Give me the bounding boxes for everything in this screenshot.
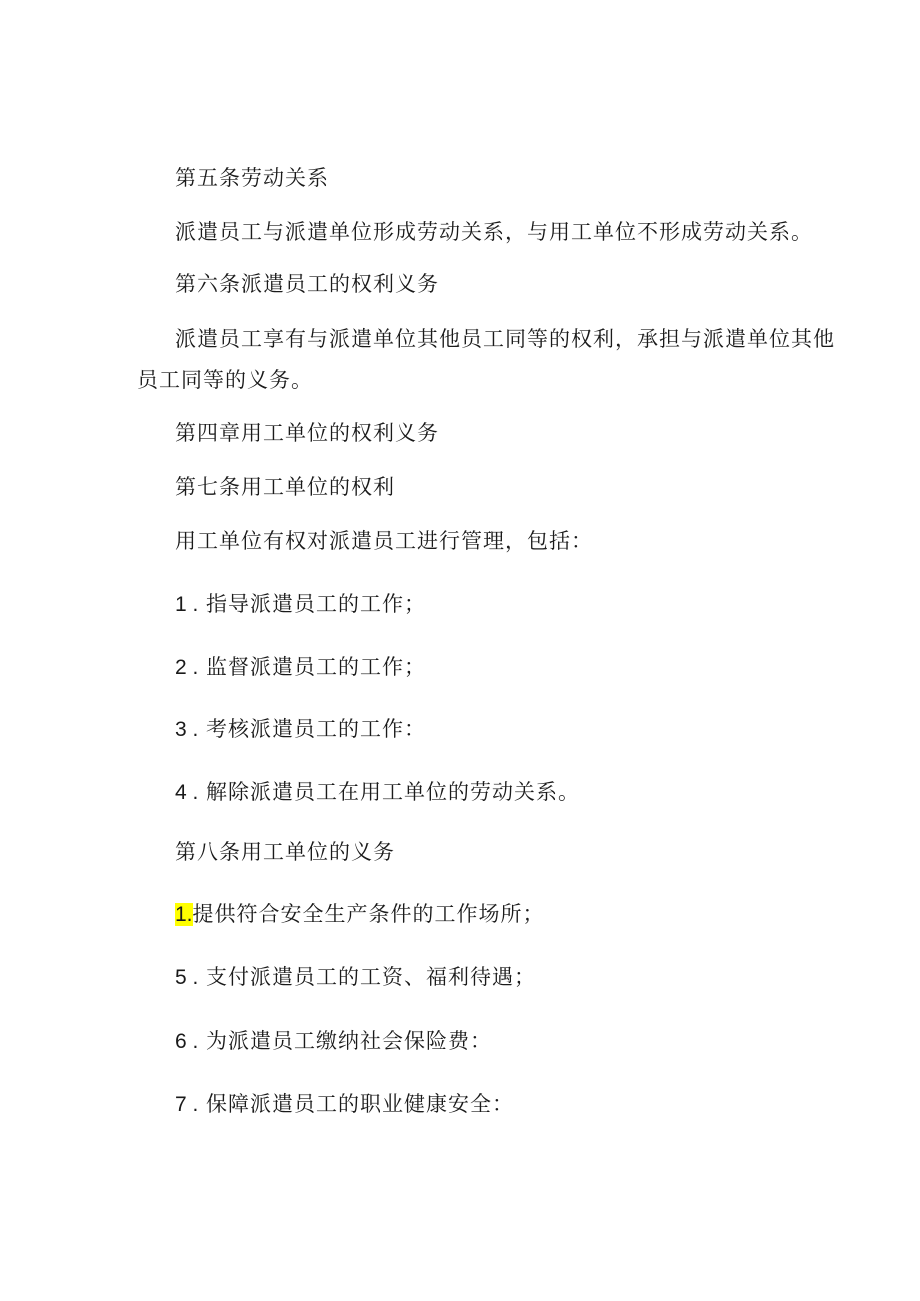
list-item-text: 支付派遣员工的工资、福利待遇； [206,965,537,989]
list-item-number: 2 . [175,656,199,679]
list-item-number: 5 . [175,966,199,989]
list-item [175,652,426,683]
article-7-intro: 用工单位有权对派遣员工进行管理，包括： [175,529,593,553]
article-5-heading: 第五条劳动关系 [175,166,329,190]
list-item-text: 为派遣员工缴纳社会保险费： [206,1029,493,1053]
article-8-heading: 第八条用工单位的义务 [175,840,395,864]
list-item [175,1089,514,1120]
list-item-text: 指导派遣员工的工作； [206,592,427,616]
list-item [175,777,580,808]
article-6-body-line-1: 派遣员工享有与派遣单位其他员工同等的权利，承担与派遣单位其他 [175,327,835,351]
article-6-body-line-2: 员工同等的义务。 [137,368,313,392]
list-item-text: 监督派遣员工的工作； [206,655,427,679]
list-item-number: 7 . [175,1093,199,1116]
list-item [175,1026,492,1057]
list-item-number: 3 . [175,718,199,741]
list-item [175,962,536,993]
highlighted-number: 1. [175,903,193,926]
list-item [175,714,426,745]
chapter-4-heading: 第四章用工单位的权利义务 [175,421,439,445]
list-item-text: 解除派遣员工在用工单位的劳动关系。 [206,780,581,804]
list-item-highlighted [175,899,545,930]
list-item [175,589,426,620]
list-item-text: 保障派遣员工的职业健康安全： [206,1092,515,1116]
article-7-heading: 第七条用工单位的权利 [175,475,395,499]
article-5-body: 派遣员工与派遣单位形成劳动关系，与用工单位不形成劳动关系。 [175,220,813,244]
list-item-number: 4 . [175,781,199,804]
article-6-heading: 第六条派遣员工的权利义务 [175,272,439,296]
list-item-number: 6 . [175,1030,199,1053]
list-item-number: 1 . [175,593,199,616]
list-item-text: 考核派遣员工的工作： [206,717,427,741]
list-item-text: 提供符合安全生产条件的工作场所； [192,902,545,926]
